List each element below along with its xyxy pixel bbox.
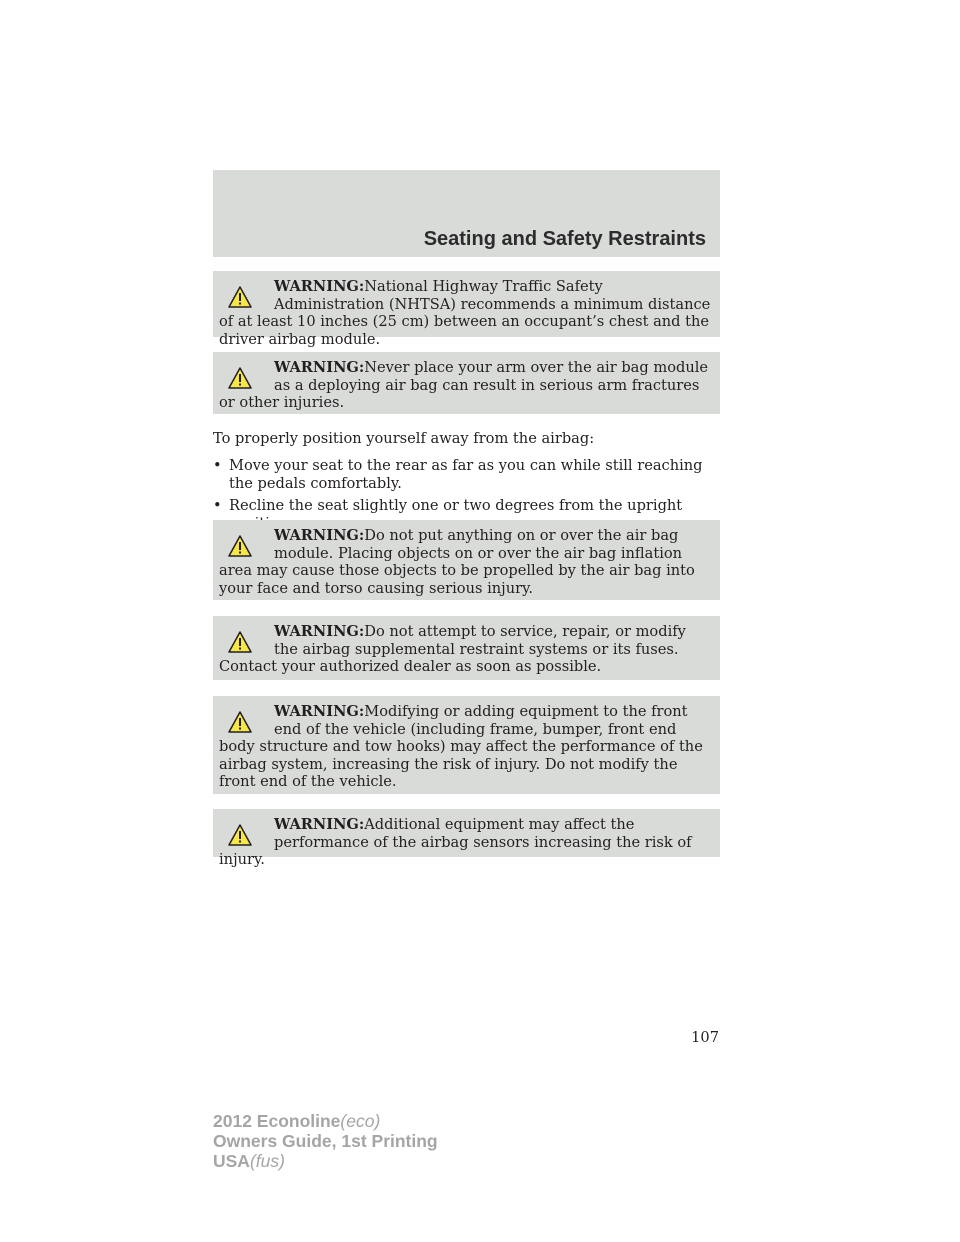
bullet-text: Recline the seat slightly one or two degrees from the upright [229,497,683,514]
warning-box-5 [213,696,720,794]
warning-box-3 [213,520,720,600]
section-header-band [213,170,720,257]
warning-triangle-icon [228,824,252,846]
warning-box-2 [213,352,720,414]
warning-label: WARNING: [274,703,365,720]
footer-market-code: (fus) [249,1151,285,1171]
warning-box-6 [213,809,720,868]
footer-model: 2012 Econoline [213,1111,341,1131]
warning-text: Never place your arm over the air bag module as a deploying air bag can result in serious arm fractures or other injuries. [219,359,709,411]
footer-market: USA [213,1151,250,1171]
bullet-item [213,457,723,492]
warning-triangle-icon [228,535,252,557]
warning-triangle-icon [228,711,252,733]
footer-model-code: (eco) [340,1111,381,1131]
warning-triangle-icon [228,367,252,389]
warning-triangle-icon [228,631,252,653]
warning-label: WARNING: [274,278,365,295]
warning-text: Do not attempt to service, repair, or modify the airbag supplemental restraint systems or its fuses. Contact your authorized dealer as soon as possible. [219,623,686,675]
warning-label: WARNING: [274,816,365,833]
footer-guide: Owners Guide, 1st Printing [213,1131,438,1151]
warning-label: WARNING: [274,623,365,640]
warning-text: Additional equipment may affect the performance of the airbag sensors increasing the risk of injury. [219,816,692,868]
warning-box-1 [213,271,720,348]
bullet-dot: • [213,497,222,514]
intro-paragraph: To properly position yourself away from the airbag: [213,430,595,447]
page-number: 107 [691,1029,719,1046]
warning-text: Do not put anything on or over the air bag module. Placing objects on or over the air bag inflation area may cause those objects to be propelled by the air bag into your face and torso causing serious injury. [219,527,695,597]
warning-label: WARNING: [274,527,365,544]
bullet-dot: • [213,457,222,474]
warning-text: Modifying or adding equipment to the front end of the vehicle (including frame, bumper, front end body structure and tow hooks) may affect the performance of the airbag system, increasing the risk of injury. Do not modify the front end of the vehicle. [219,703,703,790]
warning-triangle-icon [228,286,252,308]
section-title: Seating and Safety Restraints [423,228,706,250]
warning-label: WARNING: [274,359,365,376]
warning-box-4 [213,616,720,680]
bullet-text: Move your seat to the rear as far as you can while still reaching the pedals comfortably. [229,457,703,492]
footer-imprint [213,1111,438,1171]
warning-text: National Highway Traffic Safety Administration (NHTSA) recommends a minimum distance of at least 10 inches (25 cm) between an occupant’s chest and the driver airbag module. [219,278,711,348]
